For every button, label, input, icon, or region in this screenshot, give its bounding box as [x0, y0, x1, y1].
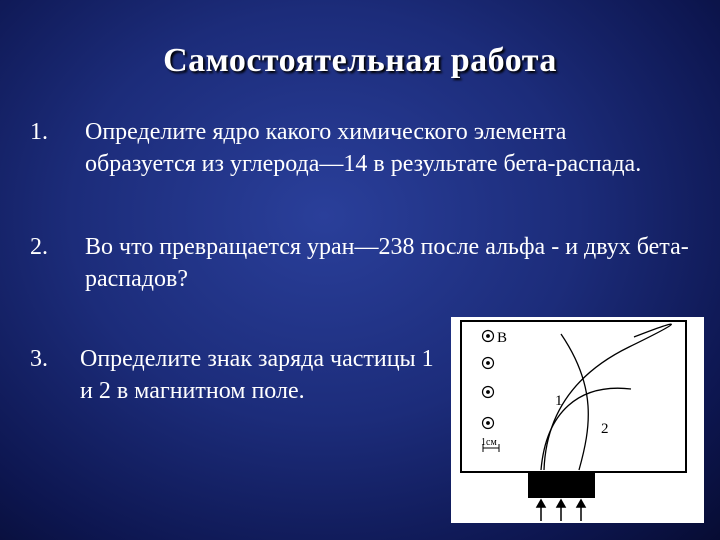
field-label: B: [497, 330, 508, 346]
particle-2-label: 2: [601, 421, 609, 437]
task-3: [30, 343, 450, 407]
task-2: [30, 231, 690, 295]
magnetic-field-diagram: [451, 317, 704, 523]
field-symbols: [483, 331, 494, 429]
scale-label: 1cм: [481, 437, 497, 448]
task-3-text: Определите знак заряда частицы 1 и 2 в магнитном поле.: [80, 346, 434, 404]
task-1-number: 1.: [30, 119, 48, 145]
particle-source: [528, 472, 595, 498]
task-3-number: 3.: [30, 346, 48, 372]
trajectory-3: [561, 334, 588, 470]
task-2-number: 2.: [30, 234, 48, 260]
task-2-text: Во что превращается уран—238 после альфа - и двух бета-распадов?: [85, 234, 689, 292]
slide-title: Самостоятельная работа: [163, 42, 557, 79]
field-out-icon: [483, 331, 494, 342]
field-region-frame: [461, 321, 686, 472]
particle-1-label: 1: [555, 393, 563, 409]
field-out-icon: [483, 387, 494, 398]
trajectory-1: [544, 324, 671, 470]
field-out-icon: [483, 358, 494, 369]
arrow-up-icon: [557, 500, 565, 521]
field-out-icon: [483, 418, 494, 429]
task-1-text: Определите ядро какого химического элемента образуется из углерода—14 в результате бета-распада.: [85, 119, 642, 177]
task-1: [30, 116, 670, 180]
emission-arrows: [537, 500, 585, 521]
magnetic-field-figure: [451, 317, 704, 523]
arrow-up-icon: [577, 500, 585, 521]
arrow-up-icon: [537, 500, 545, 521]
